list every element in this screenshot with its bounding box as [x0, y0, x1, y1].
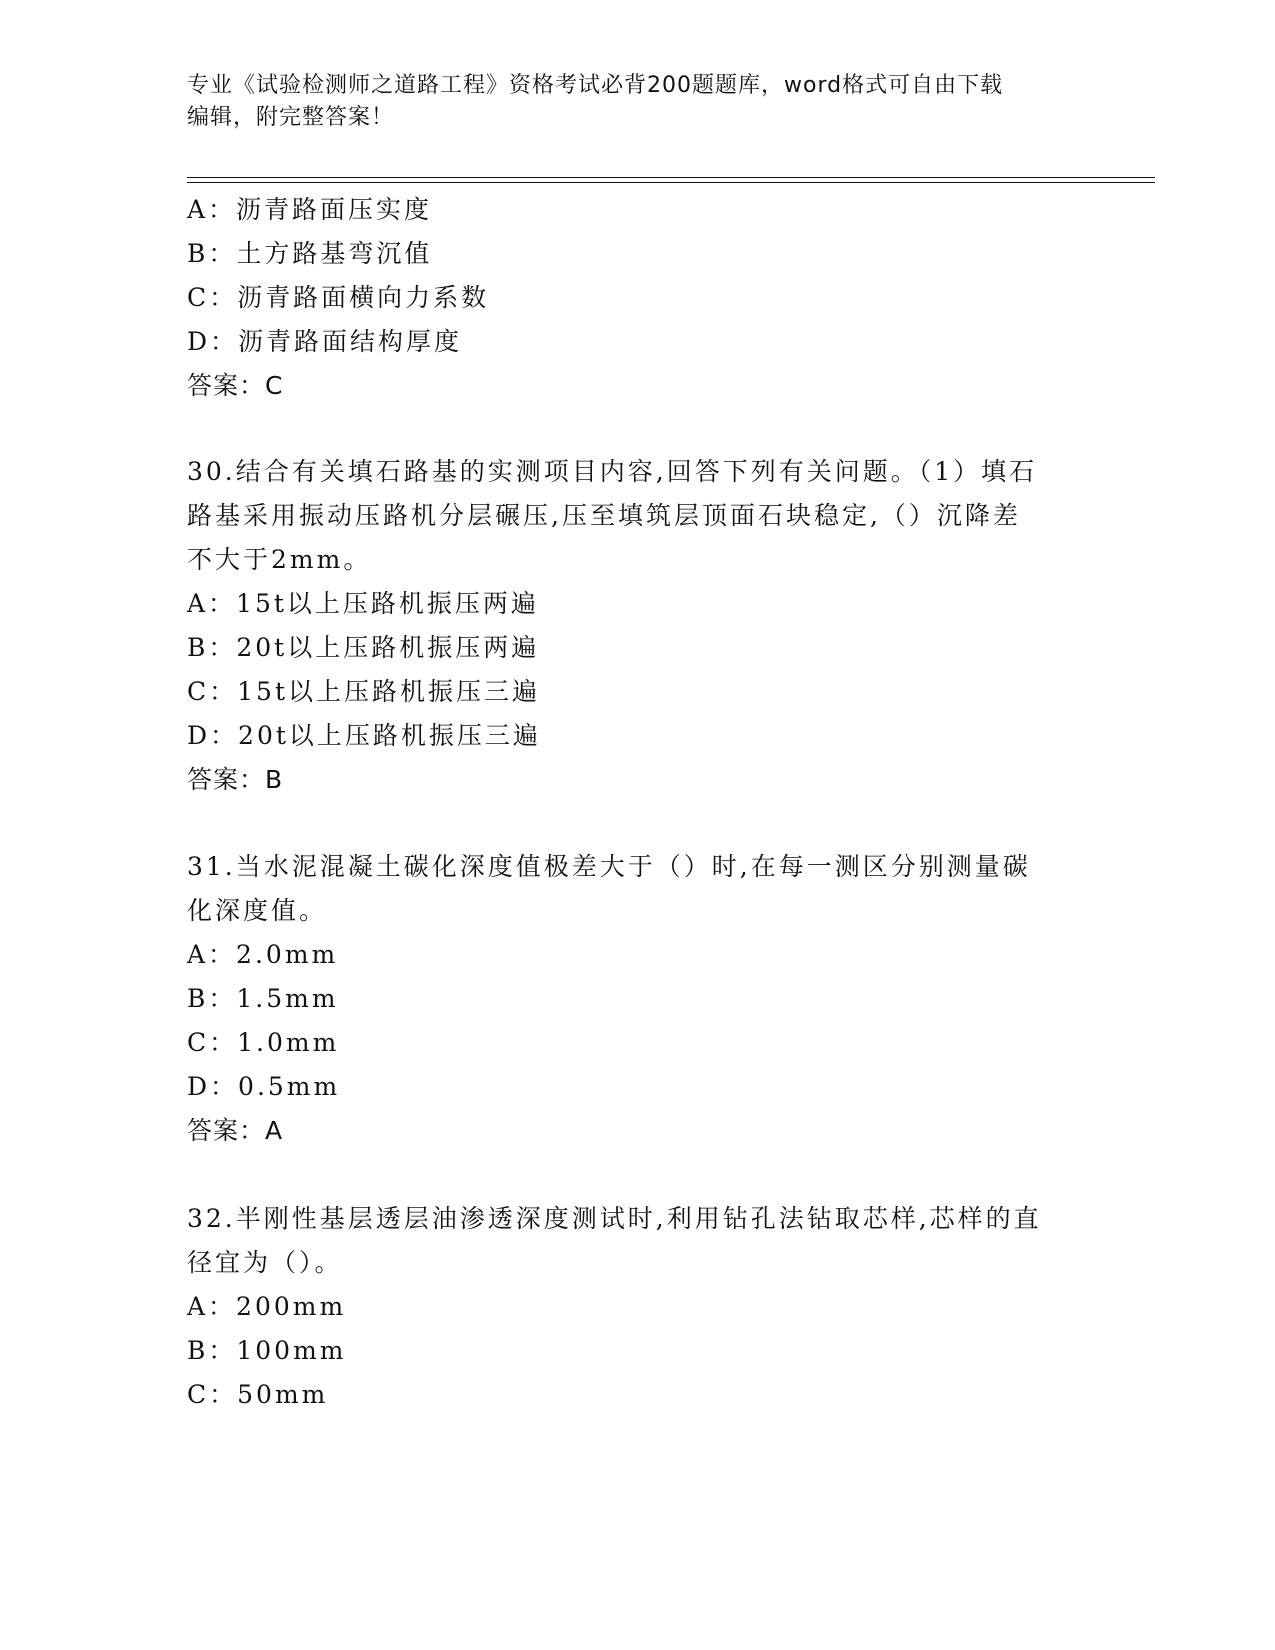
question-stem-line: 31.当水泥混凝土碳化深度值极差大于（）时,在每一测区分别测量碳 [187, 852, 1031, 881]
header-divider-top [187, 177, 1155, 178]
option-d: D：20t以上压路机振压三遍 [187, 721, 541, 750]
answer: 答案：C [187, 371, 284, 400]
option-c: C：1.0mm [187, 1028, 340, 1057]
option-c: C：50mm [187, 1380, 329, 1409]
option-a: A：2.0mm [187, 940, 339, 969]
question-stem-line: 路基采用振动压路机分层碾压,压至填筑层顶面石块稳定,（）沉降差 [187, 501, 1021, 530]
question-stem-line: 化深度值。 [187, 896, 328, 925]
option-b: B：20t以上压路机振压两遍 [187, 633, 540, 662]
option-a: A：15t以上压路机振压两遍 [187, 589, 539, 618]
option-b: B：100mm [187, 1336, 347, 1365]
option-c: C：15t以上压路机振压三遍 [187, 677, 540, 706]
option-a: A：沥青路面压实度 [187, 195, 433, 224]
option-c: C：沥青路面横向力系数 [187, 283, 490, 312]
answer: 答案：A [187, 1116, 284, 1145]
header-title-line-2: 编辑，附完整答案！ [187, 105, 395, 130]
option-b: B：1.5mm [187, 984, 339, 1013]
document-header [187, 70, 1067, 134]
option-a: A：200mm [187, 1292, 347, 1321]
option-d: D：沥青路面结构厚度 [187, 327, 463, 356]
question-stem-line: 径宜为（）。 [187, 1248, 343, 1277]
option-b: B：土方路基弯沉值 [187, 239, 433, 268]
answer: 答案：B [187, 765, 284, 794]
option-d: D：0.5mm [187, 1072, 341, 1101]
question-stem-line: 不大于2mm。 [187, 545, 372, 574]
header-divider-bottom [187, 182, 1155, 183]
header-title-line-1: 专业《试验检测师之道路工程》资格考试必背200题题库，word格式可自由下载 [187, 73, 1004, 98]
question-stem-line: 32.半刚性基层透层油渗透深度测试时,利用钻孔法钻取芯样,芯样的直 [187, 1204, 1042, 1233]
question-stem-line: 30.结合有关填石路基的实测项目内容,回答下列有关问题。（1）填石 [187, 457, 1038, 486]
